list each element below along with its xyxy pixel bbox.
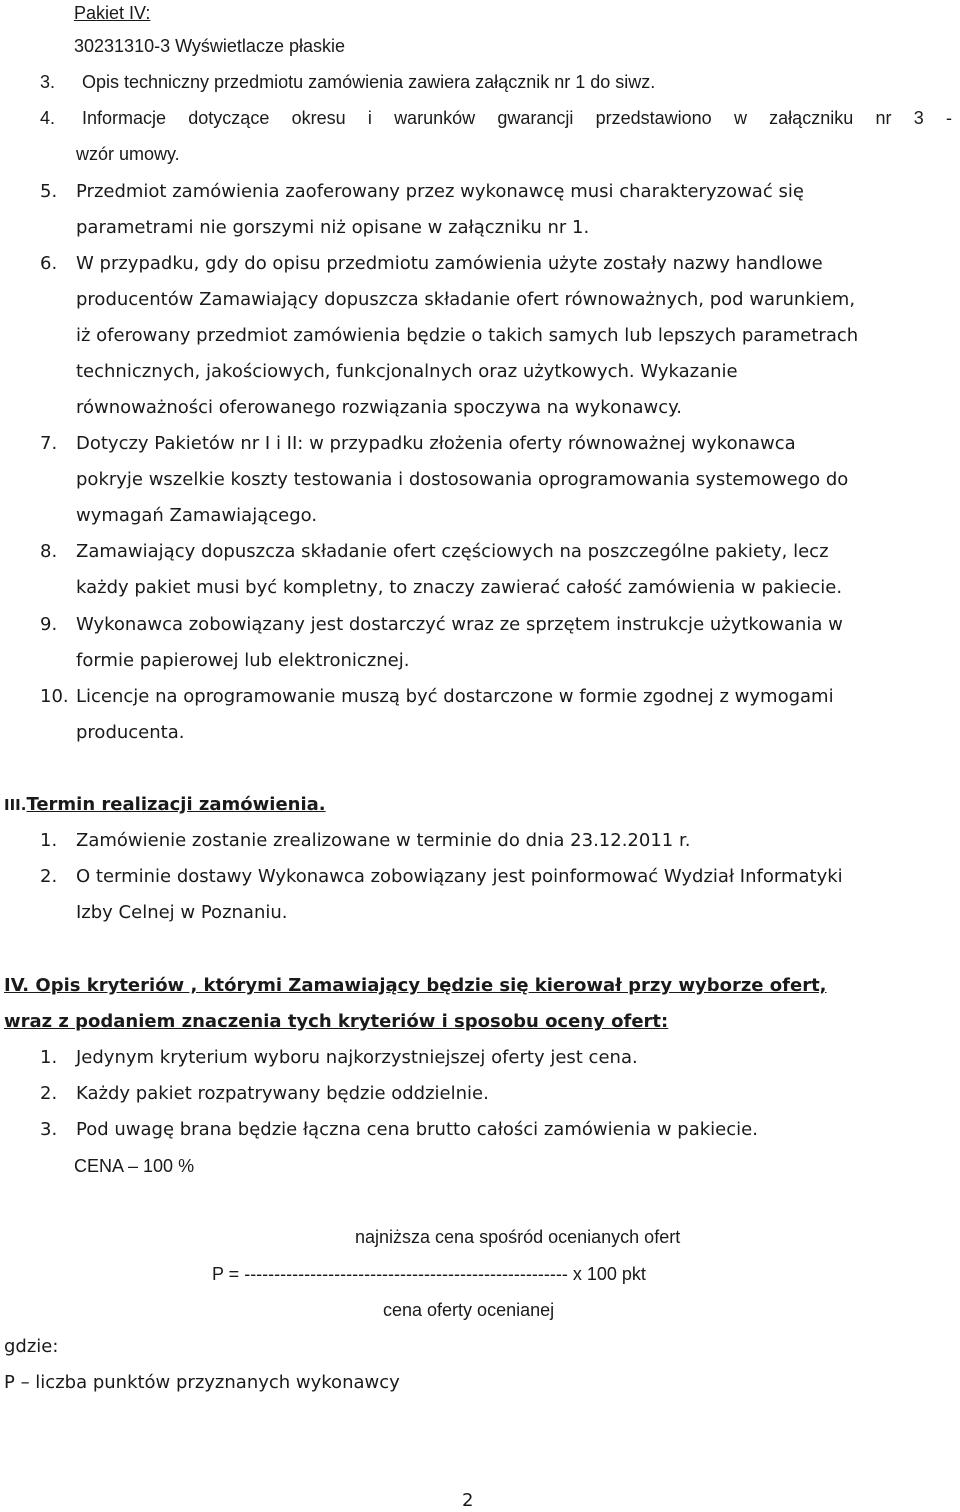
item-number: 9. (40, 614, 58, 635)
item-text: Licencje na oprogramowanie muszą być dostarczone w formie zgodnej z wymogami (76, 686, 834, 707)
item-number: 1. (40, 1047, 58, 1068)
item-text: producentów Zamawiający dopuszcza składanie ofert równoważnych, pod warunkiem, (76, 289, 856, 310)
item-number: 5. (40, 181, 58, 202)
item-text: Dotyczy Pakietów nr I i II: w przypadku złożenia oferty równoważnej wykonawca (76, 433, 796, 454)
page-number: 2 (462, 1490, 474, 1511)
item-text: W przypadku, gdy do opisu przedmiotu zamówienia użyte zostały nazwy handlowe (76, 253, 823, 274)
legend-label: gdzie: (4, 1336, 59, 1357)
item-text: Izby Celnej w Poznaniu. (76, 902, 288, 923)
section-heading: IV. Opis kryteriów , którymi Zamawiający będzie się kierował przy wyborze ofert, (4, 975, 827, 996)
item-text: iż oferowany przedmiot zamówienia będzie o takich samych lub lepszych parametrach (76, 325, 859, 346)
package-cpv: 30231310-3 Wyświetlacze płaskie (74, 36, 345, 56)
item-text: parametrami nie gorszymi niż opisane w załączniku nr 1. (76, 217, 590, 238)
item-text: wzór umowy. (76, 144, 180, 164)
item-number: 2. (40, 1083, 58, 1104)
item-number: 7. (40, 433, 58, 454)
item-number: 8. (40, 541, 58, 562)
item-text: producenta. (76, 722, 185, 743)
item-text: Zamówienie zostanie zrealizowane w terminie do dnia 23.12.2011 r. (76, 830, 691, 851)
item-number: 4. (40, 108, 56, 128)
item-text: wymagań Zamawiającego. (76, 505, 318, 526)
item-text: Przedmiot zamówienia zaoferowany przez wykonawcę musi charakteryzować się (76, 181, 804, 202)
item-number: 6. (40, 253, 58, 274)
package-heading: Pakiet IV: (74, 3, 151, 23)
formula-line: P = ------------------------------------------------------ x 100 pkt (212, 1264, 646, 1284)
section-heading (4, 794, 326, 816)
item-text: technicznych, jakościowych, funkcjonalnych oraz użytkowych. Wykazanie (76, 361, 738, 382)
item-number: 1. (40, 830, 58, 851)
item-number: 10. (40, 686, 69, 707)
item-text: Opis techniczny przedmiotu zamówienia zawiera załącznik nr 1 do siwz. (82, 72, 656, 92)
item-text: Informacje dotyczące okresu i warunków gwarancji przedstawiono w załączniku nr 3 - (82, 108, 952, 128)
item-text: Pod uwagę brana będzie łączna cena brutto całości zamówienia w pakiecie. (76, 1119, 758, 1140)
section-title: Termin realizacji zamówienia. (26, 794, 326, 815)
item-text: równoważności oferowanego rozwiązania spoczywa na wykonawcy. (76, 397, 682, 418)
legend-item: P – liczba punktów przyznanych wykonawcy (4, 1372, 400, 1393)
criterion-weight: CENA – 100 % (74, 1156, 195, 1176)
item-text: Jedynym kryterium wyboru najkorzystniejszej oferty jest cena. (76, 1047, 638, 1068)
item-text: formie papierowej lub elektronicznej. (76, 650, 410, 671)
item-text: Każdy pakiet rozpatrywany będzie oddzielnie. (76, 1083, 489, 1104)
formula-denominator: cena oferty ocenianej (383, 1300, 555, 1320)
section-roman: III. (4, 796, 27, 814)
formula-numerator: najniższa cena spośród ocenianych ofert (355, 1227, 681, 1247)
item-number: 3. (40, 1119, 58, 1140)
item-text: O terminie dostawy Wykonawca zobowiązany jest poinformować Wydział Informatyki (76, 866, 843, 887)
item-text: Zamawiający dopuszcza składanie ofert częściowych na poszczególne pakiety, lecz (76, 541, 829, 562)
item-text: pokryje wszelkie koszty testowania i dostosowania oprogramowania systemowego do (76, 469, 849, 490)
item-number: 2. (40, 866, 58, 887)
item-text: każdy pakiet musi być kompletny, to znaczy zawierać całość zamówienia w pakiecie. (76, 577, 843, 598)
item-text: Wykonawca zobowiązany jest dostarczyć wraz ze sprzętem instrukcje użytkowania w (76, 614, 843, 635)
item-number: 3. (40, 72, 56, 92)
section-heading: wraz z podaniem znaczenia tych kryteriów i sposobu oceny ofert: (4, 1011, 669, 1032)
